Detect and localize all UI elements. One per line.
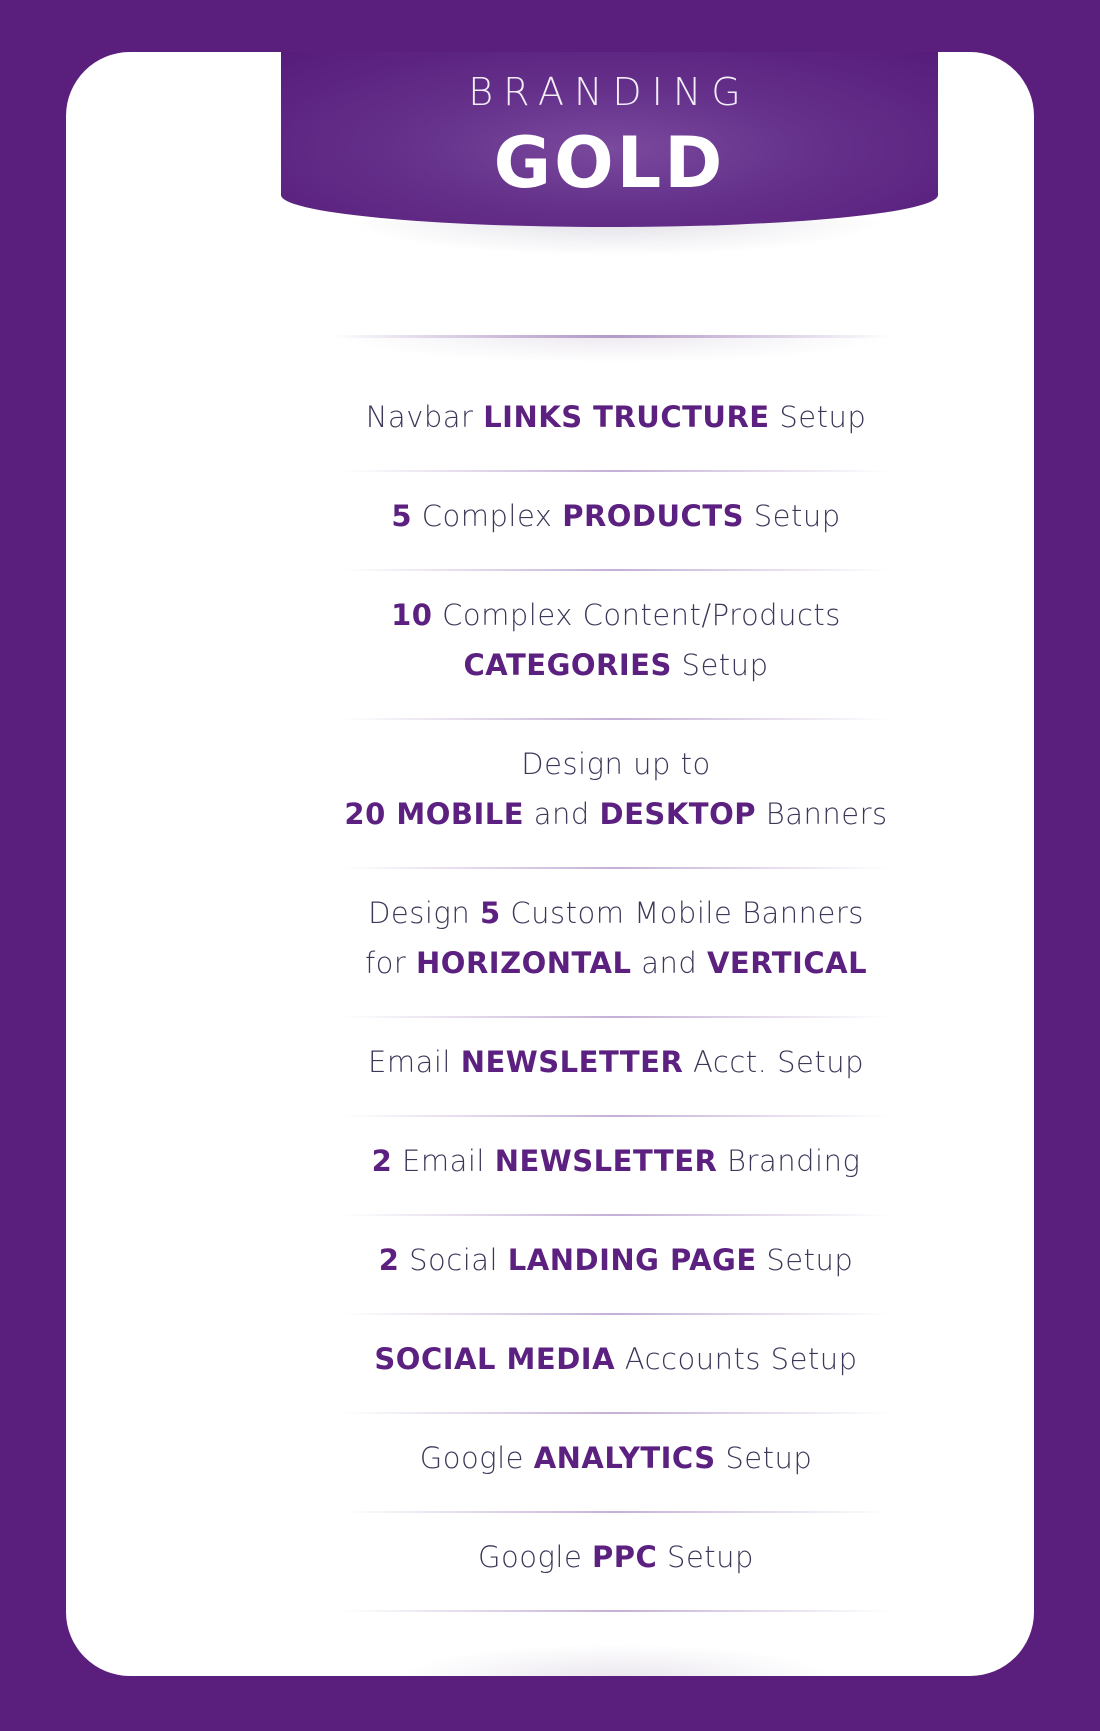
feature-line bbox=[331, 1532, 901, 1582]
feature-item bbox=[331, 1117, 901, 1216]
feature-text: Setup bbox=[671, 648, 769, 682]
feature-text: Navbar bbox=[365, 400, 484, 434]
feature-text: Setup bbox=[657, 1540, 754, 1574]
feature-item bbox=[331, 1513, 901, 1612]
feature-line bbox=[331, 888, 901, 938]
plan-header bbox=[281, 52, 938, 227]
feature-highlight: 2 bbox=[371, 1144, 393, 1178]
feature-line bbox=[331, 640, 901, 690]
feature-highlight: HORIZONTAL bbox=[416, 946, 632, 980]
feature-highlight: DESKTOP bbox=[599, 797, 756, 831]
feature-item bbox=[331, 571, 901, 720]
feature-text: Email bbox=[368, 1045, 461, 1079]
feature-item bbox=[331, 869, 901, 1018]
feature-line bbox=[331, 789, 901, 839]
feature-text: Setup bbox=[756, 1243, 854, 1277]
feature-highlight: LANDING PAGE bbox=[507, 1243, 757, 1277]
feature-item bbox=[331, 1216, 901, 1315]
button-shadow bbox=[396, 1644, 836, 1676]
feature-text: Design bbox=[368, 896, 480, 930]
feature-highlight: 2 bbox=[378, 1243, 400, 1277]
pricing-card bbox=[66, 52, 1034, 1676]
feature-line bbox=[331, 590, 901, 640]
feature-text: Setup bbox=[715, 1441, 813, 1475]
feature-text: and bbox=[631, 946, 707, 980]
feature-list bbox=[331, 372, 901, 1612]
feature-item bbox=[331, 1018, 901, 1117]
feature-text: Setup bbox=[744, 499, 841, 533]
feature-highlight: 20 MOBILE bbox=[344, 797, 525, 831]
feature-line bbox=[331, 1136, 901, 1186]
feature-highlight: NEWSLETTER bbox=[494, 1144, 718, 1178]
feature-item bbox=[331, 472, 901, 571]
feature-text: Google bbox=[478, 1540, 593, 1574]
feature-highlight: PRODUCTS bbox=[562, 499, 744, 533]
feature-text: Accounts Setup bbox=[615, 1342, 858, 1376]
feature-highlight: ANALYTICS bbox=[533, 1441, 716, 1475]
feature-text: Complex bbox=[412, 499, 563, 533]
feature-highlight: SOCIAL MEDIA bbox=[374, 1342, 616, 1376]
feature-highlight: VERTICAL bbox=[706, 946, 868, 980]
feature-highlight: PPC bbox=[592, 1540, 658, 1574]
feature-text: Banners bbox=[755, 797, 888, 831]
feature-text: Social bbox=[399, 1243, 508, 1277]
feature-highlight: LINKS TRUCTURE bbox=[483, 400, 770, 434]
feature-line bbox=[331, 392, 901, 442]
feature-text: Setup bbox=[769, 400, 867, 434]
feature-text: Acct. Setup bbox=[683, 1045, 864, 1079]
feature-highlight: 10 bbox=[391, 598, 433, 632]
feature-line bbox=[331, 1334, 901, 1384]
feature-text: Custom Mobile Banners bbox=[500, 896, 864, 930]
feature-line bbox=[331, 938, 901, 988]
feature-highlight: 5 bbox=[479, 896, 501, 930]
feature-line bbox=[331, 1433, 901, 1483]
plan-name: GOLD bbox=[493, 122, 726, 204]
feature-text: Complex Content/Products bbox=[432, 598, 841, 632]
plan-category: BRANDING bbox=[468, 70, 751, 114]
feature-line bbox=[331, 491, 901, 541]
feature-text: and bbox=[524, 797, 600, 831]
feature-item bbox=[331, 1414, 901, 1513]
feature-highlight: 5 bbox=[391, 499, 413, 533]
feature-line bbox=[331, 1037, 901, 1087]
feature-item bbox=[331, 720, 901, 869]
feature-text: Google bbox=[419, 1441, 534, 1475]
top-divider bbox=[331, 335, 891, 363]
feature-text: Branding bbox=[717, 1144, 861, 1178]
feature-text: Email bbox=[392, 1144, 495, 1178]
feature-text: for bbox=[364, 946, 417, 980]
feature-line bbox=[331, 1235, 901, 1285]
feature-text: Design up to bbox=[521, 747, 711, 781]
feature-item bbox=[331, 1315, 901, 1414]
feature-highlight: NEWSLETTER bbox=[460, 1045, 684, 1079]
feature-line bbox=[331, 739, 901, 789]
feature-item bbox=[331, 372, 901, 472]
feature-highlight: CATEGORIES bbox=[463, 648, 672, 682]
